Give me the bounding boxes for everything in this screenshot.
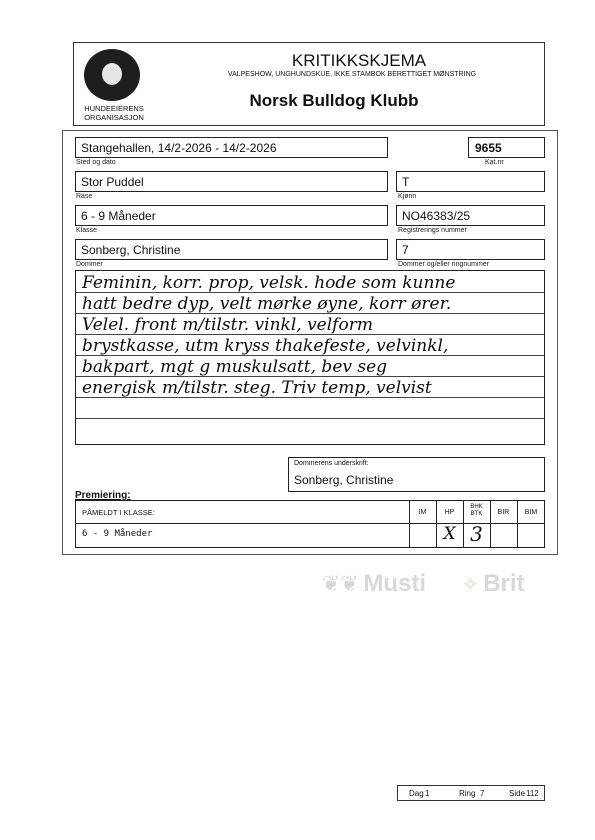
org-label-line2: ORGANISASJON [84, 113, 144, 122]
side-label: Side [509, 789, 526, 798]
breed-field [75, 171, 388, 192]
ring-number-field [396, 239, 545, 260]
premiering-table [75, 500, 545, 548]
ruled-line [76, 418, 544, 419]
col-header-bhk-btk: BHK BTK [470, 504, 483, 517]
ring-label: Ring [459, 789, 476, 798]
critique-line: bakpart, mgt g muskulsatt, bev seg [82, 357, 388, 377]
catalog-number-label: Kat.nr [485, 159, 504, 166]
paw-icon: ❦❦ [322, 571, 359, 596]
col-divider [409, 501, 410, 547]
signature-label: Dommerens underskrift: [294, 460, 369, 467]
dog-emblem-icon [102, 63, 122, 85]
brit-text: Brit [483, 570, 525, 597]
sex-field [396, 171, 545, 192]
form-title: KRITIKKSKJEMA [291, 51, 427, 70]
mark-bhk-btk: 3 [470, 522, 483, 546]
col-header-bir: BIR [497, 509, 510, 516]
brit-emblem-icon: ✧ [462, 574, 479, 596]
dag-label: Dag [409, 789, 424, 798]
col-divider [517, 501, 518, 547]
critique-line: hatt bedre dyp, velt mørke øyne, korr ører. [82, 294, 452, 314]
place-date-label: Sted og dato [76, 159, 116, 166]
sex-label: Kjønn [398, 193, 417, 200]
class-field [75, 205, 388, 226]
dag-value: 1 [425, 789, 430, 798]
signature-name: Sonberg, Christine [294, 473, 394, 487]
breed-label: Rase [76, 193, 93, 200]
judge-field [75, 239, 388, 260]
footer-box [397, 785, 545, 801]
critique-line: brystkasse, utm kryss thakefeste, velvinkl, [82, 336, 449, 356]
ring-number-value: 7 [402, 243, 409, 257]
critique-line: Velel. front m/tilstr. vinkl, velform [82, 315, 373, 335]
registration-label: Registrerings nummer [398, 227, 467, 234]
class-label: Klasse [76, 227, 98, 234]
sex-value: T [402, 175, 410, 189]
catalog-number-field [468, 137, 545, 158]
critique-area [75, 270, 545, 445]
ring-number-label: Dommer og/eller ringnummer [398, 261, 490, 268]
nkk-logo [84, 49, 140, 101]
critique-line: energisk m/tilstr. steg. Triv temp, velvist [82, 378, 432, 398]
judge-label: Dommer [76, 261, 103, 268]
registration-value: NO46383/25 [402, 209, 471, 223]
header [73, 42, 545, 126]
premiering-heading: Premiering: [75, 490, 131, 501]
critique-line: Feminin, korr. prop, velsk. hode som kunne [82, 273, 456, 293]
breed-value: Stor Puddel [81, 175, 144, 189]
catalog-number-value: 9655 [475, 141, 502, 155]
col-header-hp: HP [444, 509, 455, 516]
col-divider [490, 501, 491, 547]
musti-text: Musti [363, 570, 426, 597]
class-value-cell: 6 - 9 Måneder [82, 529, 153, 539]
ring-value: 7 [480, 789, 485, 798]
col-header-im: IM [418, 509, 427, 516]
mark-hp: X [443, 524, 456, 544]
form-subtitle: VALPESHOW, UNGHUNDSKUE, IKKE STAMBOK BERETTIGET MØNSTRING [227, 71, 477, 78]
registration-field [396, 205, 545, 226]
signature-box [288, 457, 545, 492]
club-name: Norsk Bulldog Klubb [249, 91, 419, 110]
class-header: PÅMELDT I KLASSE: [82, 508, 155, 517]
side-value: 112 [526, 789, 539, 798]
judge-value: Sonberg, Christine [81, 243, 181, 257]
place-date-value: Stangehallen, 14/2-2026 - 14/2-2026 [81, 141, 277, 155]
brit-logo [462, 570, 547, 600]
org-label-line1: HUNDEEIERENS [84, 104, 144, 113]
col-header-bim: BIM [524, 509, 538, 516]
musti-logo [322, 570, 442, 600]
class-value: 6 - 9 Måneder [81, 209, 156, 223]
place-date-field [75, 137, 388, 158]
